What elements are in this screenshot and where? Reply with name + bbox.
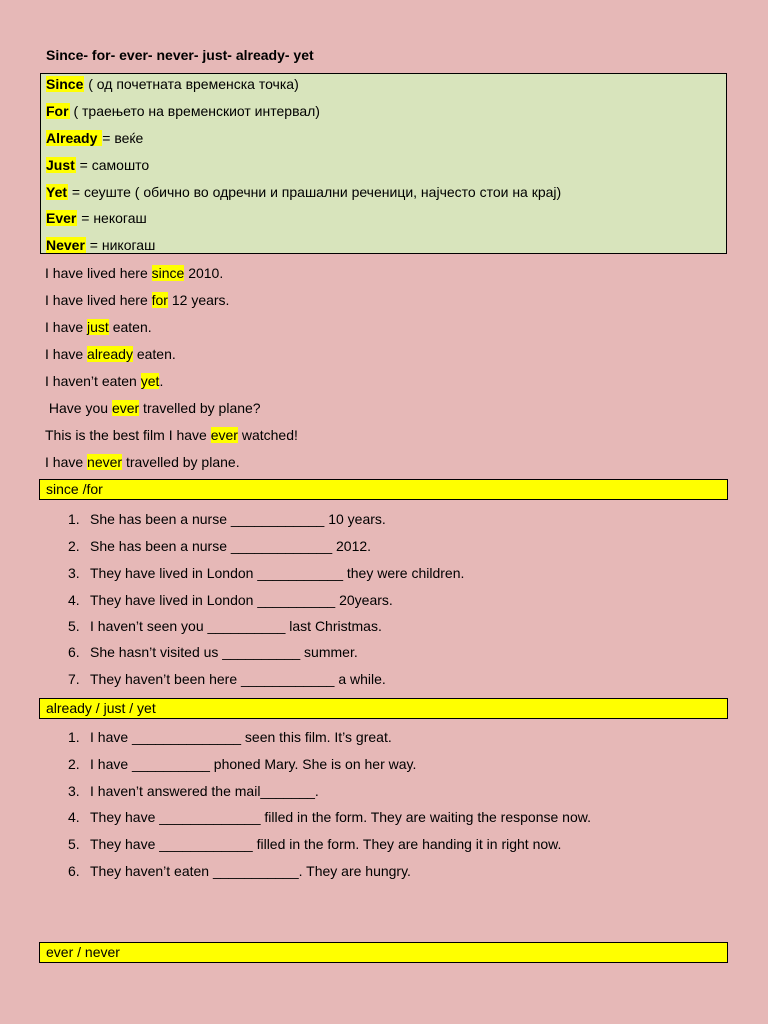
example-text: watched! (237, 427, 298, 443)
definition-term: Since (46, 76, 84, 92)
exercise-item (68, 669, 386, 689)
definition-text: = самошто (75, 157, 150, 173)
definition-row (46, 101, 320, 121)
item-number: 2. (68, 538, 80, 554)
example-text: I have (45, 346, 88, 362)
exercise-item (68, 727, 392, 747)
example-sentence (45, 425, 298, 445)
example-sentence (45, 398, 261, 418)
example-text: I have (45, 454, 88, 470)
exercise-item (68, 616, 382, 636)
item-text: They haven’t been here ____________ a while. (90, 671, 386, 687)
example-text: eaten. (108, 319, 152, 335)
example-text: 2010. (184, 265, 224, 281)
definition-row (46, 74, 299, 94)
example-sentence (45, 290, 229, 310)
item-text: I have ______________ seen this film. It’s great. (90, 729, 392, 745)
example-text: Have you (45, 400, 112, 416)
highlighted-word: for (151, 292, 168, 308)
item-number: 7. (68, 671, 80, 687)
highlighted-word: ever (111, 400, 140, 416)
item-number: 6. (68, 644, 80, 660)
item-number: 6. (68, 863, 80, 879)
definition-row (46, 155, 149, 175)
highlighted-word: already (87, 346, 133, 362)
highlighted-word: never (87, 454, 123, 470)
item-number: 5. (68, 836, 80, 852)
definition-term: Never (46, 237, 85, 253)
exercise-item (68, 861, 411, 881)
item-text: I haven’t seen you __________ last Christmas. (90, 618, 382, 634)
exercise-item (68, 754, 416, 774)
highlighted-word: just (87, 319, 109, 335)
exercise-item (68, 536, 371, 556)
example-sentence (45, 371, 163, 391)
example-sentence (45, 317, 152, 337)
definition-text: = никогаш (85, 237, 156, 253)
example-text: I haven’t eaten (45, 373, 141, 389)
definition-text: = некогаш (77, 210, 147, 226)
definitions-box (40, 73, 727, 254)
example-text: travelled by plane? (139, 400, 261, 416)
exercise-item (68, 807, 591, 827)
exercise-item (68, 590, 393, 610)
item-number: 1. (68, 511, 80, 527)
item-text: They have lived in London ___________ they were children. (90, 565, 465, 581)
definition-term: For (46, 103, 69, 119)
highlighted-word: yet (140, 373, 160, 389)
section-heading-since-for: since /for (39, 479, 728, 500)
item-text: I haven’t answered the mail_______. (90, 783, 319, 799)
definition-row (46, 235, 155, 255)
item-text: They have ____________ filled in the form. They are handing it in right now. (90, 836, 562, 852)
example-text: travelled by plane. (122, 454, 240, 470)
item-number: 4. (68, 592, 80, 608)
item-text: She has been a nurse _____________ 2012. (90, 538, 372, 554)
definition-row (46, 208, 147, 228)
item-number: 5. (68, 618, 80, 634)
item-number: 4. (68, 809, 80, 825)
item-number: 2. (68, 756, 80, 772)
exercise-item (68, 563, 464, 583)
section-heading-ever-never: ever / never (39, 942, 728, 963)
definition-row (46, 128, 143, 148)
page-title: Since- for- ever- never- just- already- yet (46, 47, 314, 63)
example-sentence (45, 452, 240, 472)
definition-term: Already (46, 130, 102, 146)
item-text: I have __________ phoned Mary. She is on her way. (90, 756, 417, 772)
item-number: 1. (68, 729, 80, 745)
item-text: She has been a nurse ____________ 10 years. (90, 511, 386, 527)
example-sentence (45, 344, 176, 364)
example-text: I have lived here (45, 292, 152, 308)
definition-term: Ever (46, 210, 77, 226)
exercise-item (68, 781, 319, 801)
exercise-item (68, 642, 358, 662)
exercise-item (68, 834, 561, 854)
item-number: 3. (68, 565, 80, 581)
section-heading-already-just-yet: already / just / yet (39, 698, 728, 719)
example-text: . (159, 373, 164, 389)
definition-text: = сеуште ( обично во одречни и прашални реченици, најчесто стои на крај) (68, 184, 562, 200)
example-text: I have (45, 319, 88, 335)
definition-text: = веќе (102, 130, 144, 146)
item-text: They have _____________ filled in the form. They are waiting the response now. (90, 809, 591, 825)
definition-term: Yet (46, 184, 68, 200)
definition-row (46, 182, 561, 202)
example-text: 12 years. (167, 292, 230, 308)
definition-term: Just (46, 157, 75, 173)
item-number: 3. (68, 783, 80, 799)
definition-text: ( траењето на временскиот интервал) (69, 103, 320, 119)
example-text: I have lived here (45, 265, 152, 281)
exercise-item (68, 509, 386, 529)
definition-text: ( од почетната временска точка) (84, 76, 299, 92)
example-text: eaten. (132, 346, 176, 362)
example-sentence (45, 263, 223, 283)
highlighted-word: since (151, 265, 185, 281)
item-text: They have lived in London __________ 20years. (90, 592, 393, 608)
highlighted-word: ever (210, 427, 238, 443)
item-text: She hasn’t visited us __________ summer. (90, 644, 358, 660)
example-text: This is the best film I have (45, 427, 211, 443)
item-text: They haven’t eaten ___________. They are hungry. (90, 863, 411, 879)
